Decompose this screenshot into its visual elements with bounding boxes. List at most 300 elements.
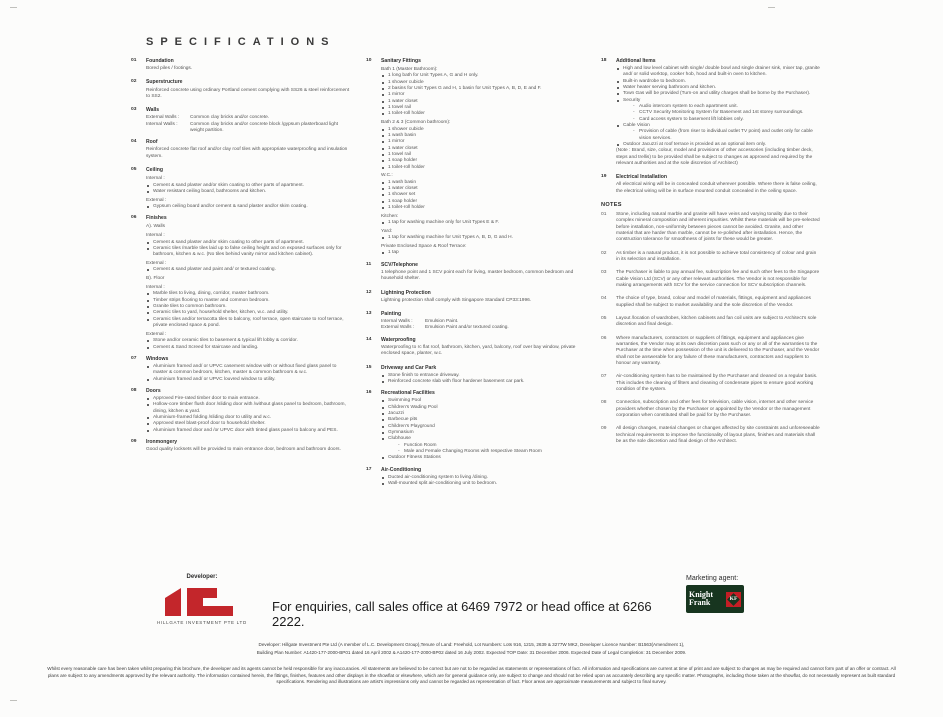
section-title: Painting: [381, 311, 402, 317]
section-number: 03: [131, 107, 137, 113]
section-body: [146, 356, 350, 383]
value-text: Emulsion Paint.: [425, 319, 459, 325]
section-number: 01: [601, 212, 607, 218]
square-bullet-icon: [382, 75, 384, 77]
sub-label: W.C.:: [381, 173, 393, 179]
square-bullet-icon: [382, 477, 384, 479]
section-title: Electrical Installation: [616, 174, 667, 181]
dash-icon: -: [398, 442, 400, 448]
bullet-list: [146, 267, 350, 273]
section-body: [381, 262, 585, 285]
square-bullet-icon: [147, 293, 149, 295]
section-body: [616, 251, 820, 266]
section-number: 03: [601, 270, 607, 276]
bullet-text: 1 wash basin: [388, 179, 416, 185]
section-body: [146, 58, 350, 74]
square-bullet-icon: [382, 188, 384, 190]
square-bullet-icon: [147, 417, 149, 419]
key-label: Internal Walls :: [381, 319, 413, 325]
key-label: External Walls :: [381, 325, 415, 331]
bullet-text: Aluminium framed door and /or UPVC door with tinted glass panel to balcony and PES.: [153, 427, 338, 433]
bullet-item: [381, 481, 585, 487]
square-bullet-icon: [147, 312, 149, 314]
bullet-text: Reinforced concrete slab with floor hardener basement car park.: [388, 378, 525, 384]
bullet-item: [381, 165, 585, 171]
dash-icon: -: [633, 104, 635, 110]
section-title: Windows: [146, 355, 169, 362]
bullet-text: Children's Playground: [388, 423, 435, 429]
dash-icon: -: [633, 129, 635, 135]
section-number: 05: [131, 167, 137, 173]
developer-label: Developer:: [186, 574, 218, 580]
bullet-text: 1 water closet: [388, 145, 418, 151]
page-title: SPECIFICATIONS: [146, 36, 336, 48]
square-bullet-icon: [617, 125, 619, 127]
paragraph: (Note : Brand, size, colour, model and provisions of other accessories (including timber deck, steps and trellis) to be provided shall be subject to changes as approved and required by the relevant authorities and at the sole discretion of Architect): [616, 148, 813, 167]
bullet-text: 1 tap for washing machine only for Unit Types E & F.: [388, 220, 500, 226]
section-body: [616, 270, 820, 291]
section-body: [146, 139, 350, 162]
square-bullet-icon: [617, 87, 619, 89]
sub-item-text: Function Room: [404, 442, 437, 448]
square-bullet-icon: [147, 269, 149, 271]
bullet-text: Cement & sand plaster and paint and/ or textured coating.: [153, 267, 276, 273]
bullet-item: [146, 377, 350, 383]
bullet-text: High and low level cabinet with single/ double bowl and single drainer sink, mixer tap, granite and/ or solid worktop, cooker hob, hood and built-in oven to kitchen.: [623, 66, 820, 78]
square-bullet-icon: [147, 300, 149, 302]
note-item: [601, 400, 820, 421]
section-number: 09: [601, 426, 607, 432]
section-body: [616, 400, 820, 421]
hillgate-logo-icon: [159, 582, 245, 618]
section-number: 06: [601, 335, 607, 341]
sub-label: Kitchen:: [381, 213, 399, 219]
sub-item-text: Provision of cable (from riser to individual outlet TV point) and outlet only for cable vision services.: [639, 129, 813, 141]
spec-columns: [131, 58, 836, 492]
section-body: [616, 212, 820, 246]
sub-label: External :: [146, 331, 167, 337]
square-bullet-icon: [382, 101, 384, 103]
spec-section: [366, 365, 585, 386]
section-number: 15: [366, 364, 372, 370]
section-body: [616, 374, 820, 395]
dash-icon: -: [633, 116, 635, 122]
section-number: 01: [131, 58, 137, 63]
square-bullet-icon: [382, 207, 384, 209]
bullet-list: [381, 373, 585, 386]
paragraph: Reinforced concrete flat roof and/or clay roof tiles with appropriate waterproofing and insulation system.: [146, 147, 348, 159]
bullet-text: 1 tap: [388, 250, 399, 256]
sub-label: External :: [146, 261, 167, 267]
square-bullet-icon: [617, 93, 619, 95]
bullet-item: [146, 317, 350, 330]
bullet-item: [146, 364, 350, 377]
square-bullet-icon: [382, 194, 384, 196]
legal-line-2: Building Plan Number: A1420-177-2000-BP01 dated 16 April 2002 & A1420-177-2000-BP02 dated 16 July 2002. Expected TOP Date: 31 December 2006. Expected Date of Legal Completion: 31 December 2009.: [256, 649, 687, 655]
bullet-text: Clubhouse: [388, 436, 411, 442]
paragraph: Lightning protection shall comply with Singapore Standard CP33:1996.: [381, 297, 532, 303]
paragraph: Bored piles / footings.: [146, 66, 193, 72]
bullet-text: 1 water closet: [388, 186, 418, 192]
note-item: [601, 336, 820, 370]
sub-label: A). Walls: [146, 224, 166, 230]
marketing-agent-label: Marketing agent:: [686, 575, 739, 582]
square-bullet-icon: [147, 185, 149, 187]
section-body: [381, 390, 585, 461]
paragraph: As timber is a natural product, it is not possible to achieve total consistency of colour and grain in its selection and installation.: [616, 250, 817, 263]
enquiries-text: For enquiries, call sales office at 6469 7972 or head office at 6266 2222.: [272, 599, 652, 629]
bullet-item: [616, 66, 820, 79]
square-bullet-icon: [382, 222, 384, 224]
paragraph: Connection, subscription and other fees for television, cable vision, internet and other service providers whether chosen by the Purchaser or appointed by the Vendor or the management corporation when constituted shall be paid for by the Purchaser.: [616, 400, 814, 418]
bullet-list: [381, 235, 585, 241]
notes-heading: NOTES: [601, 202, 622, 209]
sub-item-text: CCTV Security Monitoring System for Basement and 1st storey surroundings.: [639, 110, 804, 116]
section-body: [381, 58, 585, 257]
section-body: [381, 467, 585, 488]
spec-section: [131, 139, 350, 162]
bullet-text: Jacuzzi: [388, 411, 404, 417]
sub-label: B). Floor: [146, 276, 165, 282]
section-number: 02: [131, 79, 137, 85]
square-bullet-icon: [382, 419, 384, 421]
bullet-list: [381, 180, 585, 212]
bullet-item: [381, 111, 585, 117]
square-bullet-icon: [147, 423, 149, 425]
key-label: External Walls :: [146, 115, 180, 121]
bullet-text: Aluminium framed and/ or UPVC casement window with or without fixed glass panel to master & common bedroom, kitchen, master & common bathroom & w.c.: [153, 363, 337, 376]
square-bullet-icon: [382, 432, 384, 434]
section-number: 10: [366, 58, 372, 63]
square-bullet-icon: [382, 148, 384, 150]
square-bullet-icon: [382, 483, 384, 485]
bullet-text: Approved steel blast-proof door to household shelter.: [153, 421, 266, 427]
bullet-text: Hollow-core timber flush door /sliding door with /without glass panel to bedroom, bathroom, dining, kitchen & yard.: [153, 402, 346, 414]
section-number: 16: [366, 390, 372, 396]
bullet-list: [146, 204, 350, 210]
bullet-item: [381, 379, 585, 385]
bullet-item: [146, 345, 350, 351]
kf-monogram: KF: [729, 596, 738, 602]
section-body: [616, 296, 820, 311]
section-number: 17: [366, 466, 372, 472]
square-bullet-icon: [382, 82, 384, 84]
bullet-list: [616, 66, 820, 148]
value-text: Emulsion Paint and/or textured coating.: [425, 325, 509, 331]
bullet-text: Aluminium framed and/ or UPVC louvred window to utility.: [153, 376, 276, 382]
spec-section: [366, 311, 585, 332]
bullet-list: [146, 240, 350, 259]
square-bullet-icon: [382, 438, 384, 440]
paragraph: Reinforced concrete using ordinary Portland cement complying with SS26 & steel reinforcement to SS2.: [146, 87, 350, 99]
square-bullet-icon: [382, 135, 384, 137]
bullet-text: Marble tiles to living, dining, corridor, master bathroom.: [153, 291, 270, 297]
bullet-text: Outdoor Fitness Stations: [388, 455, 441, 461]
square-bullet-icon: [147, 206, 149, 208]
spec-section: [131, 388, 350, 434]
spec-section: [131, 167, 350, 210]
bullet-list: [146, 183, 350, 196]
section-number: 18: [601, 58, 607, 63]
bullet-item: [381, 235, 585, 241]
square-bullet-icon: [382, 381, 384, 383]
sub-label: Internal :: [146, 285, 165, 291]
spec-section: [366, 290, 585, 306]
section-title: SCV/Telephone: [381, 261, 418, 268]
bullet-text: 1 soap holder: [388, 198, 418, 204]
bullet-text: 1 mirror: [388, 139, 405, 145]
square-bullet-icon: [147, 242, 149, 244]
section-body: [616, 58, 820, 169]
spec-section: [366, 58, 585, 257]
section-number: 07: [601, 374, 607, 380]
sub-label: External :: [146, 197, 167, 203]
section-body: [616, 336, 820, 370]
square-bullet-icon: [147, 430, 149, 432]
section-number: 09: [131, 439, 137, 444]
section-body: [381, 337, 585, 360]
square-bullet-icon: [382, 167, 384, 169]
square-bullet-icon: [382, 237, 384, 239]
kf-badge-icon: [726, 592, 741, 607]
square-bullet-icon: [147, 379, 149, 381]
section-title: Air-Conditioning: [381, 466, 422, 473]
square-bullet-icon: [382, 182, 384, 184]
section-title: Ceiling: [146, 167, 163, 174]
bullet-text: Ceramic tiles /marble tiles laid up to false ceiling height and on exposed surfaces only for bathroom, kitchen & w.c. (No tiles behind vanity mirror and kitchen cabinet).: [153, 245, 342, 258]
paragraph: Waterproofing to rc flat roof, bathroom, kitchen, yard, balcony, roof over bay window, private enclosed space, planter, w.c.: [381, 344, 576, 357]
square-bullet-icon: [147, 366, 149, 368]
section-title: Finishes: [146, 215, 167, 222]
dash-icon: -: [633, 110, 635, 116]
bullet-text: Aluminium-framed folding /sliding door to utility and w.c.: [153, 415, 272, 421]
bullet-list: [146, 396, 350, 434]
bullet-text: Ducted air-conditioning system to living /dining.: [388, 474, 488, 480]
sub-label: Private Enclosed Space & Roof Terrace:: [381, 244, 467, 250]
section-title: Waterproofing: [381, 336, 416, 343]
section-number: 02: [601, 250, 607, 256]
square-bullet-icon: [382, 426, 384, 428]
bullet-text: 1 towel rail: [388, 151, 411, 157]
section-number: 13: [366, 311, 372, 316]
square-bullet-icon: [147, 306, 149, 308]
section-title: Superstructure: [146, 79, 183, 86]
dash-icon: -: [398, 449, 400, 455]
bullet-text: 1 soap holder: [388, 158, 418, 164]
section-title: Doors: [146, 387, 161, 394]
square-bullet-icon: [382, 107, 384, 109]
sub-label: Bath 2 & 3 (Common bathroom):: [381, 120, 451, 126]
bullet-text: Cable Vision: [623, 123, 650, 129]
section-number: 04: [601, 296, 607, 302]
spec-section: [131, 107, 350, 134]
paragraph: Good quality locksets will be provided to main entrance door, bedroom and bathroom doors.: [146, 447, 341, 453]
bullet-text: Wall-mounted split air-conditioning unit to bedroom.: [388, 481, 498, 487]
paragraph: Where manufacturers, contractors or suppliers of fittings, equipment and appliances give warranties, the Vendor may at its own discretion pass such or any or all of the warranties to the Purchaser at the time when possession of the unit is delivered to the Purchaser, and the Vendor shall not be answerable for any failure of these manufacturers, contractors and suppliers to honour any warranty.: [616, 335, 820, 367]
bullet-item: [381, 205, 585, 211]
section-title: Roof: [146, 139, 158, 146]
note-item: [601, 426, 820, 447]
legal-lines: [60, 641, 883, 657]
bullet-text: Stone and/or ceramic tiles to basement & typical lift lobby & corridor.: [153, 338, 298, 344]
bullet-list: [381, 220, 585, 226]
key-value-row: [381, 325, 585, 331]
developer-block: [146, 574, 258, 625]
bullet-text: 1 toilet-roll holder: [388, 164, 425, 170]
bullet-item: [146, 246, 350, 259]
bullet-text: 1 long bath for Unit Types A, G and H only.: [388, 73, 479, 79]
square-bullet-icon: [382, 88, 384, 90]
paragraph: Air-conditioning system has to be maintained by the Purchaser and cleaned on a regular basis. This includes the cleaning of filters and cleaning of condensate pipes to ensure good working condition of the system.: [616, 374, 818, 393]
bullet-list: [381, 127, 585, 171]
square-bullet-icon: [617, 144, 619, 146]
bullet-text: Water heater serving bathroom and kitchen.: [623, 85, 717, 91]
square-bullet-icon: [147, 248, 149, 250]
spec-section: [366, 390, 585, 461]
bullet-item: [381, 220, 585, 226]
square-bullet-icon: [382, 400, 384, 402]
section-body: [616, 426, 820, 447]
bullet-text: Cement & Sand Screed for staircase and landing.: [153, 344, 259, 350]
bullet-text: Gypsum ceiling board and/or cement & sand plaster and/or skim coating.: [153, 203, 308, 209]
bullet-text: 1 towel rail: [388, 105, 411, 111]
knight-frank-logo: [686, 585, 744, 613]
bullet-text: Approved Fire-rated timber door to main entrance.: [153, 396, 260, 402]
bullet-text: 1 shower set: [388, 192, 416, 198]
square-bullet-icon: [382, 154, 384, 156]
marketing-agent-block: [686, 575, 766, 613]
bullet-text: Town Gas will be provided (Turn-on and utility charges shall be borne by the Purchaser).: [623, 91, 811, 97]
spec-column-2: [366, 58, 601, 492]
bullet-text: Timber strips flooring to master and common bedroom.: [153, 297, 270, 303]
bullet-text: Barbecue pits: [388, 417, 418, 423]
section-title: Walls: [146, 107, 160, 114]
square-bullet-icon: [147, 340, 149, 342]
paragraph: All design changes, material changes or changes affected by site constraints and unforeseeable technical requirements to improve the functionality of layout plans, finishes and materials shall be as the sole discretion and final design of the Architect.: [616, 426, 820, 444]
bullet-text: Security: [623, 97, 641, 103]
section-title: Recreational Facilities: [381, 390, 435, 397]
spec-section: [366, 337, 585, 360]
bullet-text: 1 mirror: [388, 92, 405, 98]
square-bullet-icon: [382, 375, 384, 377]
bullet-list: [381, 398, 585, 461]
bullet-text: 2 basins for Unit Types G and H, 1 basin for Unit Types A, B, D, E and F.: [388, 86, 542, 92]
spec-section: [131, 215, 350, 351]
paragraph: 1 telephone point and 1 SCV point each for living, master bedroom, common bedroom and household shelter.: [381, 269, 574, 282]
section-body: [146, 79, 350, 102]
section-body: [146, 167, 350, 210]
spec-section: [131, 439, 350, 455]
paragraph: The choice of type, brand, colour and model of materials, fittings, equipment and appliances supplied shall be subject to market availability and the sole discretion of the Vendor.: [616, 296, 811, 308]
sub-item-text: Card access system to basement lift lobbies only.: [639, 116, 744, 122]
bullet-text: Gymnasium: [388, 430, 414, 436]
bullet-text: 1 wash basin: [388, 132, 416, 138]
section-title: Lightning Protection: [381, 289, 431, 296]
bullet-text: Water resistant ceiling board, bathrooms and kitchen.: [153, 188, 267, 194]
sub-label: Internal :: [146, 176, 165, 182]
key-value-row: [146, 122, 350, 135]
bullet-text: Children's Wading Pool: [388, 404, 438, 410]
disclaimer-text: Whilst every reasonable care has been taken whilst preparing this brochure, the developer and its agents cannot be held responsible for any inaccuracies. All statements are believed to be correct but are not to be regarded as statements or representations of fact. All information and specifications are current at time of print and are subject to changes as may be required and cannot form part of an offer or contract. All plans are subject to any amendments approved by the relevant authority. The information contained herein, the fittings, finishes, features and other displays in the showflat or elsewhere, which are for general guidance only, are subject to change and should not be relied upon as accurately describing any specific matter. Photographs, including those taken at the showflat, do not necessarily represent as built standard specifications. Rendering and illustrations are artist's impressions only and cannot be regarded as representation of fact. Floor areas are approximate measurements and subject to final survey.: [47, 666, 896, 685]
bullet-list: [146, 338, 350, 351]
key-value-list: [146, 115, 350, 134]
section-number: 12: [366, 289, 372, 295]
section-number: 11: [366, 261, 372, 267]
bullet-item: [146, 204, 350, 210]
section-number: 07: [131, 355, 137, 361]
square-bullet-icon: [382, 457, 384, 459]
square-bullet-icon: [382, 141, 384, 143]
note-item: [601, 251, 820, 266]
bullet-list: [381, 475, 585, 488]
square-bullet-icon: [147, 319, 149, 321]
spec-column-1: [131, 58, 366, 492]
note-item: [601, 296, 820, 311]
bullet-text: Stone finish to entrance driveway.: [388, 372, 460, 378]
section-title: Additional Items: [616, 58, 656, 64]
spec-section: [601, 58, 820, 169]
section-title: Sanitary Fittings: [381, 58, 421, 64]
section-body: [616, 316, 820, 331]
note-item: [601, 316, 820, 331]
crop-mark: [768, 7, 775, 8]
sub-label: Yard:: [381, 228, 393, 234]
kf-word-knight: Knight: [689, 590, 714, 600]
section-body: [146, 107, 350, 134]
square-bullet-icon: [382, 113, 384, 115]
bullet-text: Cement & sand plaster and/or skim coating to other parts of apartment.: [153, 182, 304, 188]
bullet-text: Ceramic tiles and/or terracotta tiles to balcony, roof terrace, open staircase to roof terrace, private enclosed space & pond.: [153, 316, 344, 329]
square-bullet-icon: [382, 160, 384, 162]
section-body: [381, 365, 585, 386]
bullet-list: [146, 291, 350, 329]
square-bullet-icon: [617, 81, 619, 83]
spec-section: [131, 58, 350, 74]
section-number: 14: [366, 336, 372, 342]
key-label: Internal Walls :: [146, 121, 178, 127]
section-body: [146, 439, 350, 455]
sub-label: Bath 1 (Master Bathroom):: [381, 67, 438, 73]
key-value-list: [381, 319, 585, 332]
bullet-text: Swimming Pool: [388, 398, 422, 404]
section-body: [146, 388, 350, 434]
square-bullet-icon: [382, 252, 384, 254]
paragraph: All electrical wiring will be in concealed conduit wherever possible. Where there is false ceiling, the electrical wiring will be in surface mounted conduit concealed in the ceiling space.: [616, 182, 817, 194]
bullet-item: [146, 267, 350, 273]
developer-name: HILLGATE INVESTMENT PTE LTD: [157, 620, 247, 625]
section-body: [381, 311, 585, 332]
bullet-item: [146, 402, 350, 415]
bullet-text: 1 tap for washing machine for Unit Types A, B, D, G and H.: [388, 235, 513, 241]
value-text: Common clay bricks and/or concrete.: [190, 115, 270, 121]
spec-section: [366, 467, 585, 488]
bullet-text: Ceramic tiles to yard, household shelter, kitchen, w.c. and utility.: [153, 310, 289, 316]
sub-item: [633, 129, 820, 142]
section-title: Ironmongery: [146, 439, 178, 445]
section-number: 06: [131, 215, 137, 221]
bullet-text: 1 water closet: [388, 98, 418, 104]
section-body: [381, 290, 585, 306]
section-body: [616, 174, 820, 197]
bullet-text: Granite tiles to common bathroom.: [153, 304, 227, 310]
note-item: [601, 374, 820, 395]
legal-line-1: Developer: Hillgate Investment Pte Ltd (A member of L.C. Development Group),Tenure of Land: Freehold, Lot Numbers: Lots 916, 1215, 2639 & 3277W MK2, Developer Licence Number: B1563(Amendment 1),: [258, 642, 685, 647]
bullet-text: Cement & sand plaster and/or skim coating to other parts of apartment.: [153, 239, 304, 245]
spec-column-3: [601, 58, 836, 492]
square-bullet-icon: [382, 201, 384, 203]
bullet-item: [381, 250, 585, 256]
crop-mark: [10, 7, 17, 8]
